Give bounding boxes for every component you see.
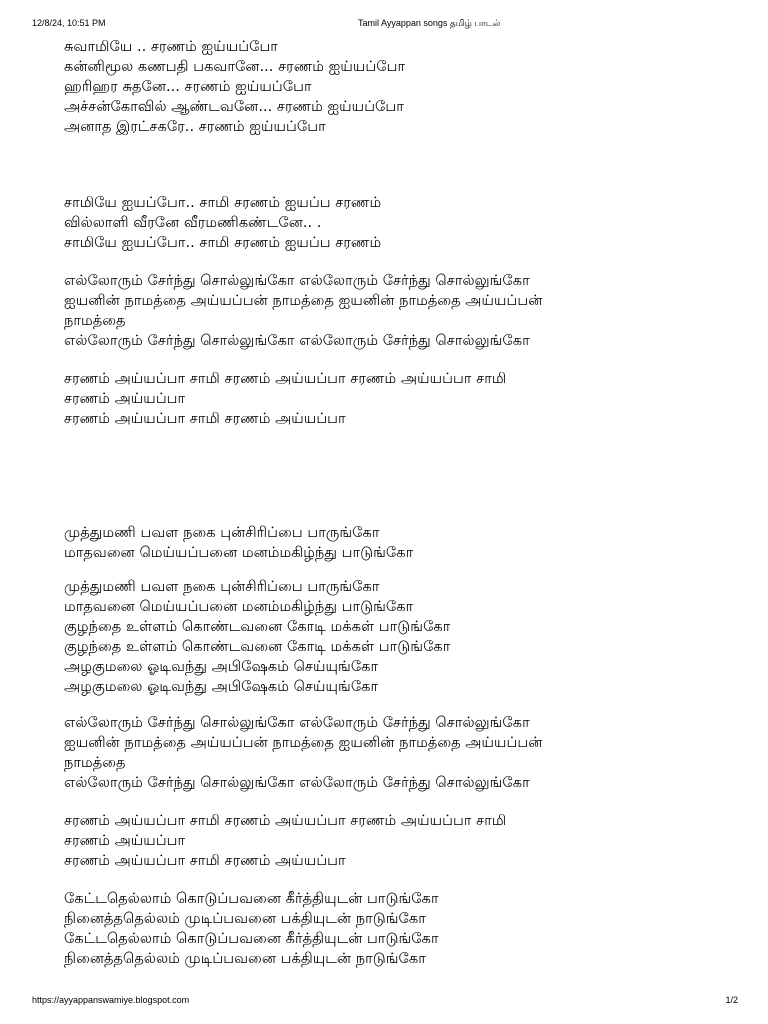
lyric-line: குழந்தை உள்ளம் கொண்டவனை கோடி மக்கள் பாடுங்கோ [64,618,451,635]
lyric-line: அச்சன்கோவில் ஆண்டவனே... சரணம் ஐய்யப்போ [64,98,404,115]
lyric-line: கேட்டதெல்லாம் கொடுப்பவனை கீர்த்தியுடன் பாடுங்கோ [64,890,439,907]
lyric-line: சரணம் அய்யப்பா சாமி சரணம் அய்யப்பா சரணம் அய்யப்பா சாமி [64,370,507,387]
lyric-line: நாமத்தை [64,754,126,771]
lyric-line: அழகுமலை ஓடிவந்து அபிஷேகம் செய்யுங்கோ [64,658,379,675]
lyric-line: எல்லோரும் சேர்ந்து சொல்லுங்கோ எல்லோரும் சேர்ந்து சொல்லுங்கோ [64,774,530,791]
lyric-line: நாமத்தை [64,312,126,329]
lyric-line: சரணம் அய்யப்பா [64,390,186,407]
lyric-line: சரணம் அய்யப்பா சாமி சரணம் அய்யப்பா [64,852,346,869]
stanza-8 [64,811,734,871]
lyrics-body [64,37,734,969]
stanza-3 [64,271,734,351]
stanza-1 [64,37,734,137]
lyric-line: சரணம் அய்யப்பா சாமி சரணம் அய்யப்பா [64,410,346,427]
lyric-line: ஹரிஹர சுதனே... சரணம் ஐய்யப்போ [64,78,312,95]
page-number: 1/2 [725,995,738,1005]
lyric-line: சாமியே ஐயப்போ.. சாமி சரணம் ஐயப்ப சரணம் [64,194,382,211]
stanza-4 [64,369,734,429]
print-header [32,17,738,29]
lyric-line: மாதவனை மெய்யப்பனை மனம்மகிழ்ந்து பாடுங்கோ [64,544,414,561]
page-title: Tamil Ayyappan songs தமிழ் பாடல் [358,18,501,28]
lyric-line: குழந்தை உள்ளம் கொண்டவனை கோடி மக்கள் பாடுங்கோ [64,638,451,655]
lyric-line: சரணம் அய்யப்பா சாமி சரணம் அய்யப்பா சரணம் அய்யப்பா சாமி [64,812,507,829]
lyric-line: நினைத்ததெல்லம் முடிப்பவனை பக்தியுடன் நாடுங்கோ [64,910,426,927]
stanza-6 [64,577,734,697]
lyric-line: அழகுமலை ஓடிவந்து அபிஷேகம் செய்யுங்கோ [64,678,379,695]
print-datetime: 12/8/24, 10:51 PM [32,18,106,28]
lyric-line: ஐயனின் நாமத்தை அய்யப்பன் நாமத்தை ஐயனின் நாமத்தை அய்யப்பன் [64,734,543,751]
stanza-5 [64,523,734,563]
lyric-line: சரணம் அய்யப்பா [64,832,186,849]
lyric-line: எல்லோரும் சேர்ந்து சொல்லுங்கோ எல்லோரும் சேர்ந்து சொல்லுங்கோ [64,272,530,289]
lyric-line: முத்துமணி பவள நகை புன்சிரிப்பை பாருங்கோ [64,578,380,595]
stanza-7 [64,713,734,793]
lyric-line: கன்னிமூல கணபதி பகவானே... சரணம் ஐய்யப்போ [64,58,406,75]
lyric-line: மாதவனை மெய்யப்பனை மனம்மகிழ்ந்து பாடுங்கோ [64,598,414,615]
source-url-link[interactable]: https://ayyappanswamiye.blogspot.com [32,995,190,1005]
lyric-line: கேட்டதெல்லாம் கொடுப்பவனை கீர்த்தியுடன் பாடுங்கோ [64,930,439,947]
lyric-line: அனாத இரட்சகரே.. சரணம் ஐய்யப்போ [64,118,326,135]
print-footer [32,994,738,1006]
stanza-2 [64,193,734,253]
lyric-line: நினைத்ததெல்லம் முடிப்பவனை பக்தியுடன் நாடுங்கோ [64,950,426,967]
lyric-line: எல்லோரும் சேர்ந்து சொல்லுங்கோ எல்லோரும் சேர்ந்து சொல்லுங்கோ [64,332,530,349]
lyric-line: வில்லாளி வீரனே வீரமணிகண்டனே.. . [64,214,322,231]
stanza-9 [64,889,734,969]
lyric-line: சாமியே ஐயப்போ.. சாமி சரணம் ஐயப்ப சரணம் [64,234,382,251]
lyric-line: எல்லோரும் சேர்ந்து சொல்லுங்கோ எல்லோரும் சேர்ந்து சொல்லுங்கோ [64,714,530,731]
lyric-line: சுவாமியே .. சரணம் ஐய்யப்போ [64,38,278,55]
lyric-line: ஐயனின் நாமத்தை அய்யப்பன் நாமத்தை ஐயனின் நாமத்தை அய்யப்பன் [64,292,543,309]
lyric-line: முத்துமணி பவள நகை புன்சிரிப்பை பாருங்கோ [64,524,380,541]
